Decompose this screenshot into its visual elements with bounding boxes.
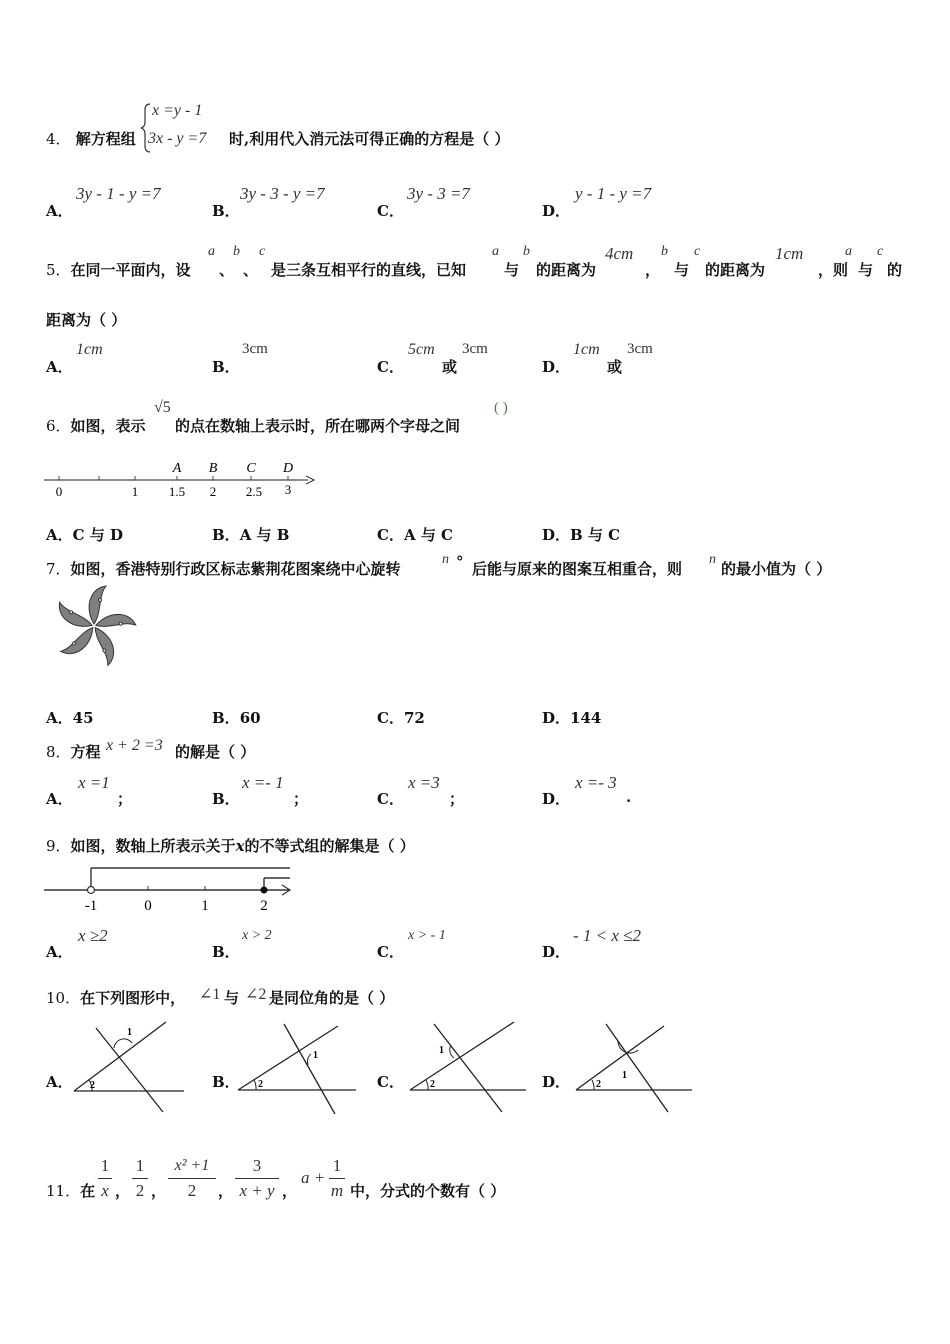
q7-text-2: 后能与原来的图案互相重合，则 [472, 560, 683, 578]
q6-paren: ( ) [494, 400, 508, 416]
q10-a-angle-1-label: 1 [127, 1027, 132, 1038]
q11-f5-denominator: m [330, 1181, 344, 1200]
q11-stem [46, 1180, 95, 1201]
q9-option-b-label[interactable]: B． [212, 943, 240, 961]
q5-dist-2: 1cm [775, 244, 804, 263]
q10-b-angle-2-label: 2 [258, 1079, 263, 1090]
q7-option-d-label: D． [542, 709, 571, 727]
q5-text-5: 与 [674, 261, 690, 279]
q7-var-n-2: n [709, 552, 716, 567]
q6-option-c-text: A 与 C [403, 526, 453, 544]
q4-text-pre: 解方程组 [75, 130, 136, 148]
q9-number: 9． [46, 837, 71, 855]
q10-figure-c [406, 1020, 530, 1116]
q5-var-b-3: b [661, 244, 668, 259]
q9-option-d-label[interactable]: D． [542, 943, 571, 961]
q5-var-c-2: c [694, 244, 701, 259]
q11-f2-numerator: 1 [135, 1156, 145, 1175]
q6-option-d-label: D． [542, 526, 571, 544]
q11-f5-numerator: 1 [332, 1156, 342, 1175]
q7-option-a-text: 45 [72, 709, 94, 727]
q5-var-a-3: a [845, 244, 852, 259]
q10-figure-d [572, 1020, 696, 1116]
q7-option-d-text: 144 [570, 709, 602, 727]
q6-letter-b: B [208, 461, 218, 476]
q7-option-c-label: C． [377, 709, 404, 727]
q7-option-c[interactable] [377, 707, 425, 728]
q10-angle-1: ∠1 [199, 986, 221, 1003]
q6-option-c[interactable] [377, 524, 453, 545]
q11-fraction-1 [98, 1155, 112, 1202]
q5-option-c-math-2: 3cm [462, 341, 488, 357]
q10-figure-a [70, 1020, 190, 1116]
q5-option-c-or: 或 [442, 358, 458, 376]
q4-option-c-math: 3y - 3 =7 [407, 184, 470, 203]
q6-text-1: 如图，表示 [70, 417, 146, 435]
q5-text-1: 在同一平面内，设 [70, 261, 191, 279]
q9-option-d-math: - 1 < x ≤2 [573, 926, 642, 945]
q7-option-b-text: 60 [239, 709, 261, 727]
q8-option-b-math: x =- 1 [242, 773, 284, 792]
q9-option-c-label[interactable]: C． [377, 943, 404, 961]
q4-option-c-label[interactable]: C． [377, 202, 404, 220]
q5-var-c: c [259, 244, 266, 259]
q11-number: 11． [46, 1182, 81, 1200]
q4-eq2: 3x - y =7 [148, 130, 207, 147]
q5-option-d-math-1: 1cm [573, 341, 600, 358]
q11-fraction-2 [132, 1155, 148, 1202]
q5-text-9: 的 [887, 261, 903, 279]
q11-comma-4: ， [282, 1182, 298, 1200]
q9-tick-neg1: -1 [84, 898, 98, 914]
q4-option-a-math: 3y - 1 - y =7 [76, 184, 161, 203]
q11-comma-3: ， [218, 1182, 234, 1200]
q8-option-b-tail: ； [293, 790, 309, 808]
q6-option-a[interactable] [46, 524, 123, 545]
q5-text-2: 是三条互相平行的直线，已知 [271, 261, 467, 279]
q7-option-b-label: B． [212, 709, 240, 727]
q5-var-b-2: b [523, 244, 530, 259]
q9-tick-0: 0 [144, 898, 152, 914]
q10-option-d-label[interactable]: D． [542, 1073, 571, 1091]
q5-stem [46, 259, 191, 280]
q11-fraction-5 [329, 1155, 345, 1202]
q5-text-7: ，则 [818, 261, 849, 279]
q11-fraction-4 [235, 1155, 279, 1202]
bauhinia-flower-icon [48, 584, 140, 668]
q6-option-a-label: A． [46, 526, 73, 544]
q6-option-d[interactable] [542, 524, 620, 545]
q6-tick-3: 3 [284, 482, 292, 497]
q10-number: 10． [46, 989, 81, 1007]
q4-equation-system [140, 100, 230, 156]
q9-option-c-math: x > - 1 [408, 928, 446, 943]
q5-text-3: 与 [504, 261, 520, 279]
q10-c-angle-1-label: 1 [439, 1045, 444, 1056]
q7-var-n: n [442, 552, 449, 567]
q10-angle-2: ∠2 [245, 986, 267, 1003]
q6-letter-d: D [282, 461, 294, 476]
q6-tick-2: 2 [209, 484, 217, 499]
q7-text-1: 如图，香港特别行政区标志紫荆花图案绕中心旋转 [70, 560, 401, 578]
q5-option-c-math-1: 5cm [408, 341, 435, 358]
q5-var-b: b [233, 244, 240, 259]
q9-stem [46, 835, 415, 856]
q5-option-d-or: 或 [607, 358, 623, 376]
q10-d-angle-2-label: 2 [596, 1079, 601, 1090]
q5-sep-2: 、 [243, 261, 259, 279]
q6-tick-1: 1 [131, 484, 139, 499]
q6-option-c-label: C． [377, 526, 404, 544]
q5-text-6: 的距离为 [705, 261, 766, 279]
q6-option-b-label: B． [212, 526, 240, 544]
q6-option-b[interactable] [212, 524, 289, 545]
q6-option-a-text: C 与 D [72, 526, 124, 544]
q4-option-b-label[interactable]: B． [212, 202, 240, 220]
q10-a-angle-2-label: 2 [90, 1080, 95, 1091]
q8-option-c-math: x =3 [408, 773, 440, 792]
q11-text-2: 中，分式的个数有（ ） [350, 1182, 506, 1200]
q11-comma-1: ， [115, 1182, 131, 1200]
q9-option-b-math: x > 2 [242, 928, 272, 943]
q8-option-a-tail: ； [117, 790, 133, 808]
q9-text-1: 如图，数轴上所表示关于 [70, 837, 236, 855]
q7-option-c-text: 72 [403, 709, 425, 727]
q5-comma: ， [645, 261, 661, 279]
q4-text-post: 时,利用代入消元法可得正确的方程是（ ） [229, 130, 510, 148]
q10-option-a-label[interactable]: A． [46, 1073, 73, 1091]
q9-tick-1: 1 [201, 898, 209, 914]
q8-option-a-math: x =1 [78, 773, 110, 792]
q5-var-c-3: c [877, 244, 884, 259]
q5-text-8: 与 [858, 261, 874, 279]
q5-option-d-label[interactable]: D． [542, 358, 571, 376]
q9-option-a-math: x ≥2 [78, 926, 108, 945]
q11-f1-denominator: x [101, 1181, 109, 1200]
q6-tick-1-5: 1.5 [168, 484, 186, 499]
q5-option-d-math-2: 3cm [627, 341, 653, 357]
q6-sqrt5: √5 [154, 399, 171, 416]
q7-option-a-label: A． [46, 709, 73, 727]
q5-text-4: 的距离为 [536, 261, 597, 279]
q7-option-b[interactable] [212, 707, 261, 728]
q9-number-line [44, 858, 294, 914]
q4-option-d-label[interactable]: D． [542, 202, 571, 220]
q5-option-b-math: 3cm [242, 341, 268, 357]
q11-f3-numerator: x² +1 [174, 1157, 210, 1174]
q8-text-2: 的解是（ ） [175, 743, 256, 761]
q10-figure-b [236, 1020, 360, 1116]
q10-d-angle-1-label: 1 [622, 1070, 627, 1081]
q8-equation: x + 2 =3 [106, 737, 163, 754]
q5-option-c-label[interactable]: C． [377, 358, 404, 376]
q5-var-a-2: a [492, 244, 499, 259]
q8-option-d-tail: . [626, 788, 632, 806]
q5-option-a-label[interactable]: A． [46, 358, 73, 376]
q11-f2-denominator: 2 [135, 1181, 145, 1200]
q10-text-2: 与 [224, 989, 240, 1007]
q10-option-c-label[interactable]: C． [377, 1073, 404, 1091]
q5-sep-1: 、 [219, 261, 235, 279]
q4-option-a-label[interactable]: A． [46, 202, 73, 220]
q8-option-c-tail: ； [449, 790, 465, 808]
q11-text-1: 在 [80, 1182, 96, 1200]
q9-tick-2: 2 [260, 898, 268, 914]
q5-option-b-label[interactable]: B． [212, 358, 240, 376]
q10-option-b-label[interactable]: B． [212, 1073, 240, 1091]
q4-eq1: x =y - 1 [152, 102, 203, 119]
q10-text-1: 在下列图形中， [80, 989, 186, 1007]
q8-option-d-label[interactable]: D． [542, 790, 571, 808]
q5-option-a-math: 1cm [76, 341, 103, 358]
q4-stem [46, 128, 136, 149]
q7-degree: ° [456, 553, 464, 571]
q7-option-a[interactable] [46, 707, 94, 728]
q10-text-3: 是同位角的是（ ） [269, 989, 395, 1007]
q5-var-a: a [208, 244, 215, 259]
q9-var-x: x [235, 837, 245, 855]
q8-option-c-label[interactable]: C． [377, 790, 404, 808]
q6-letter-a: A [172, 461, 182, 476]
q8-text-1: 方程 [70, 743, 101, 761]
q6-text-2: 的点在数轴上表示时，所在哪两个字母之间 [175, 417, 461, 435]
q4-option-d-math: y - 1 - y =7 [575, 184, 652, 203]
q6-option-d-text: B 与 C [570, 526, 621, 544]
q8-stem [46, 741, 101, 762]
q5-number: 5． [46, 261, 71, 279]
q11-f4-denominator: x + y [239, 1181, 275, 1200]
q11-f1-numerator: 1 [100, 1156, 110, 1175]
q9-option-a-label[interactable]: A． [46, 943, 73, 961]
q4-number: 4． [46, 130, 71, 148]
q8-number: 8． [46, 743, 71, 761]
q5-line-2: 距离为（ ） [46, 311, 127, 329]
q6-number-line [44, 455, 319, 501]
q8-option-b-label[interactable]: B． [212, 790, 240, 808]
q6-number: 6． [46, 417, 71, 435]
q7-stem [46, 558, 401, 579]
q6-option-b-text: A 与 B [239, 526, 290, 544]
q7-number: 7． [46, 560, 71, 578]
q6-tick-0: 0 [55, 484, 63, 499]
q11-comma-2: ， [151, 1182, 167, 1200]
q10-stem [46, 987, 185, 1008]
q6-tick-2-5: 2.5 [245, 484, 263, 499]
q11-a-plus: a + [301, 1168, 326, 1187]
q9-text-2: 的不等式组的解集是（ ） [244, 837, 415, 855]
q11-f4-numerator: 3 [252, 1156, 262, 1175]
q10-c-angle-2-label: 2 [430, 1079, 435, 1090]
q6-stem [46, 415, 146, 436]
q5-dist-1: 4cm [605, 244, 634, 263]
q7-option-d[interactable] [542, 707, 601, 728]
q11-f3-denominator: 2 [187, 1181, 197, 1200]
q4-option-b-math: 3y - 3 - y =7 [240, 184, 325, 203]
q10-b-angle-1-label: 1 [313, 1050, 318, 1061]
q7-text-3: 的最小值为（ ） [721, 560, 832, 578]
q8-option-a-label[interactable]: A． [46, 790, 73, 808]
q11-fraction-3 [168, 1155, 216, 1202]
q8-option-d-math: x =- 3 [575, 773, 617, 792]
q6-letter-c: C [246, 461, 256, 476]
